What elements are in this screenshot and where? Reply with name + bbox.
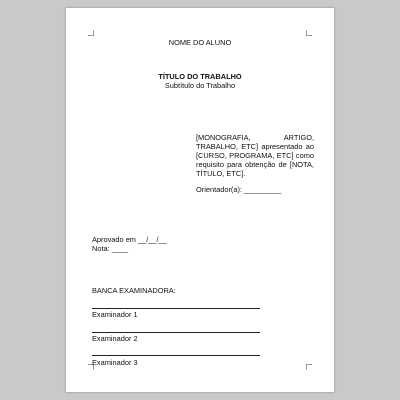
signature-line-3 [92, 355, 260, 356]
approval-date-field: Aprovado em __/__/__ [92, 235, 167, 244]
examiner-2-label: Examinador 2 [92, 334, 138, 343]
advisor-field: Orientador(a): _________ [196, 185, 282, 194]
presentation-text: [MONOGRAFIA, ARTIGO, TRABALHO, ETC] apresentado ao [CURSO, PROGRAMA, ETC] como requisito para obtenção de [NOTA, TÍTULO, ETC]. [196, 133, 314, 178]
corner-mark-bottom-right [306, 364, 312, 370]
signature-line-2 [92, 332, 260, 333]
corner-mark-top-left [88, 30, 94, 36]
grade-field: Nota: ____ [92, 244, 129, 253]
board-heading: BANCA EXAMINADORA: [92, 286, 176, 295]
document-page [66, 8, 334, 392]
document-subtitle: Subtítulo do Trabalho [164, 81, 236, 90]
student-name: NOME DO ALUNO [168, 38, 232, 47]
signature-line-1 [92, 308, 260, 309]
corner-mark-top-right [306, 30, 312, 36]
document-title: TÍTULO DO TRABALHO [158, 72, 242, 81]
examiner-3-label: Examinador 3 [92, 358, 138, 367]
examiner-1-label: Examinador 1 [92, 310, 138, 319]
